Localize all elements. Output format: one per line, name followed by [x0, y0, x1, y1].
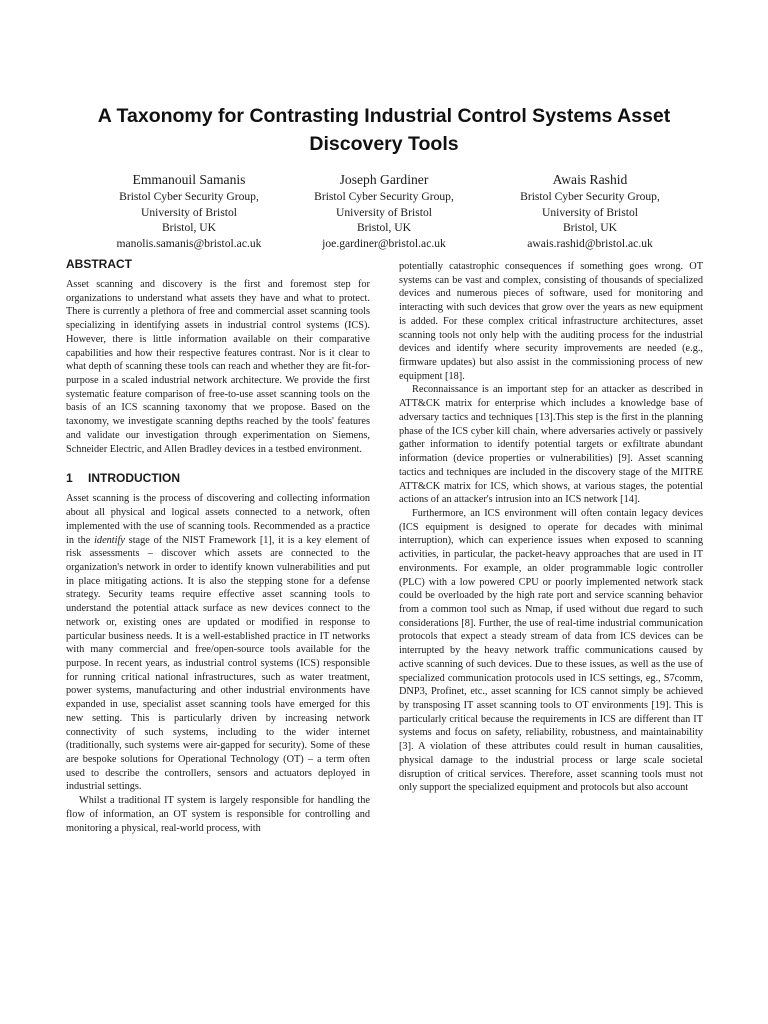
intro-paragraph: potentially catastrophic consequences if something goes wrong. OT systems can be vast and complex, consisting of thousands of specialized devices and numerous pieces of software, used for monitoring and interacting with such devices that grow over the years as new equipment is added. For these complex critical infrastructure architectures, asset scanning tools not only help with the auditing process for the industrial devices and identify where security improvements are needed (e.g., firmware updates) but also assist in the commissioning process of new equipment [18].: [399, 261, 703, 382]
author-name: Awais Rashid: [552, 172, 628, 187]
section-number: 1: [66, 471, 73, 486]
abstract-heading: ABSTRACT: [66, 257, 132, 271]
abstract-text: Asset scanning and discovery is the first and foremost step for organizations to understand what assets they have and what to protect. There is currently a plethora of free and commercial asset scanning tools specializing in identifying assets in industrial control systems (ICS). However, there is little information available on their comparative capabilities and how their respective features contrast. Nor is it clear to what depth of scanning these tools can reach and whether they are fit-for-purpose in a scaled industrial network architecture. We provide the first systematic feature comparison of free-to-use asset scanning tools on the basis of an ICS scanning taxonomy that we propose. Based on the taxonomy, we investigate scanning depths reached by the tools' features and validate our investigation through experimentation on Siemens, Schneider Electric, and Allen Bradley devices in a testbed environment.: [66, 279, 370, 455]
author-university: University of Bristol: [542, 205, 638, 219]
text-run: Asset scanning is the process of discovering and collecting information about all physical and logical assets connected to a network, often implemented with the use of scanning tools. Recommended as a practice in the: [66, 493, 370, 546]
section-title: INTRODUCTION: [88, 471, 180, 486]
right-column: [399, 260, 703, 795]
intro-paragraph: [66, 492, 370, 794]
author-name: Emmanouil Samanis: [132, 172, 246, 187]
text-run: stage of the NIST Framework [1], it is a key element of risk assessments – discover which assets are connected to the organization's network in order to identify known vulnerabilities and put in place mitigating actions. It is also the stepping stone for a defense strategy. Security teams require effective asset scanning tools to understand the potential attack surface as new devices connect to the network or, existing ones are updated or modified in response to particular business needs. It is a well-established practice in IT networks with many commercial and free/open-source tools available for the purpose. In recent years, as industrial control systems (ICS) responsible for running critical national infrastructures, such as water treatment, power systems, manufacturing and other industrial environments have expanded in use, specialist asset scanning tools have emerged for this new setting. This is particularly driven by increasing network connectivity of such systems, including to the wider internet (traditionally, such systems were air-gapped for security). Some of these are bespoke solutions for Operational Technology (OT) – a term often used to describe the controllers, sensors and actuators deployed in industrial settings.: [66, 534, 370, 793]
intro-paragraph: Whilst a traditional IT system is largely responsible for handling the flow of information, an OT system is responsible for controlling and monitoring a physical, real-world process, with: [66, 795, 370, 834]
author-location: Bristol, UK: [562, 221, 618, 235]
author-name: Joseph Gardiner: [339, 172, 429, 187]
author-block: [475, 170, 705, 251]
emphasis-text: identify: [94, 534, 125, 546]
section-heading: [66, 470, 370, 486]
author-university: University of Bristol: [336, 205, 432, 219]
left-column: [66, 256, 370, 835]
author-block: [269, 170, 499, 251]
author-university: University of Bristol: [141, 205, 237, 219]
intro-paragraph: Reconnaissance is an important step for an attacker as described in ATT&CK matrix for enterprise which includes a knowledge base of adversary tactics and techniques [13].This step is the first in the planning phase of the ICS cyber kill chain, where adversaries actively or passively gather information to identify potential targets or exfiltrate abundant information (device properties or vulnerabilities) [9]. Asset scanning tactics and techniques are included in the discovery stage of the MITRE ATT&CK matrix for ICS, which shows, at various stages, the potential actions of an attacker's intrusion into an ICS network [14].: [399, 384, 703, 506]
author-email: awais.rashid@bristol.ac.uk: [527, 236, 653, 250]
author-location: Bristol, UK: [161, 221, 217, 235]
author-email: joe.gardiner@bristol.ac.uk: [322, 236, 446, 250]
intro-paragraph: Furthermore, an ICS environment will often contain legacy devices (ICS equipment is designed to operate for decades with minimal interruption), which can experience issues when exposed to scanning activities, in particular, the packet-heavy approaches that are used in IT environments. For example, an older programmable logic controller (PLC) with a low powered CPU or poorly implemented network stack could be overloaded by the high rate port and service scanning behavior from a common tool such as Nmap, if used without due regard to such considerations [8]. Further, the use of real-time industrial communication protocols that expect a steady stream of data from ICS devices can be interrupted by the heavy network traffic communications caused by active scanning of such devices. Due to these issues, as well as the use of specialized communication protocols used in ICS settings, eg., S7comm, DNP3, Profinet, etc., asset scanning for ICS cannot simply be achieved by transposing IT asset scanning tools to OT environments [19]. This is particularly critical because the requirements in ICS are different than IT systems and focus on safety, reliability, robustness, and maintainability [3]. A violation of these attributes could result in human causalities, physical damage to the industrial process or large scale societal disruption of critical services. Therefore, asset scanning tools must not only support the specialized equipment and protocols but also account: [399, 507, 703, 794]
author-email: manolis.samanis@bristol.ac.uk: [116, 236, 262, 250]
paper-title: A Taxonomy for Contrasting Industrial Control Systems Asset Discovery Tools: [97, 105, 671, 155]
author-affiliation: Bristol Cyber Security Group,: [119, 190, 259, 203]
author-affiliation: Bristol Cyber Security Group,: [314, 190, 454, 203]
author-location: Bristol, UK: [356, 221, 412, 235]
author-affiliation: Bristol Cyber Security Group,: [520, 190, 660, 203]
